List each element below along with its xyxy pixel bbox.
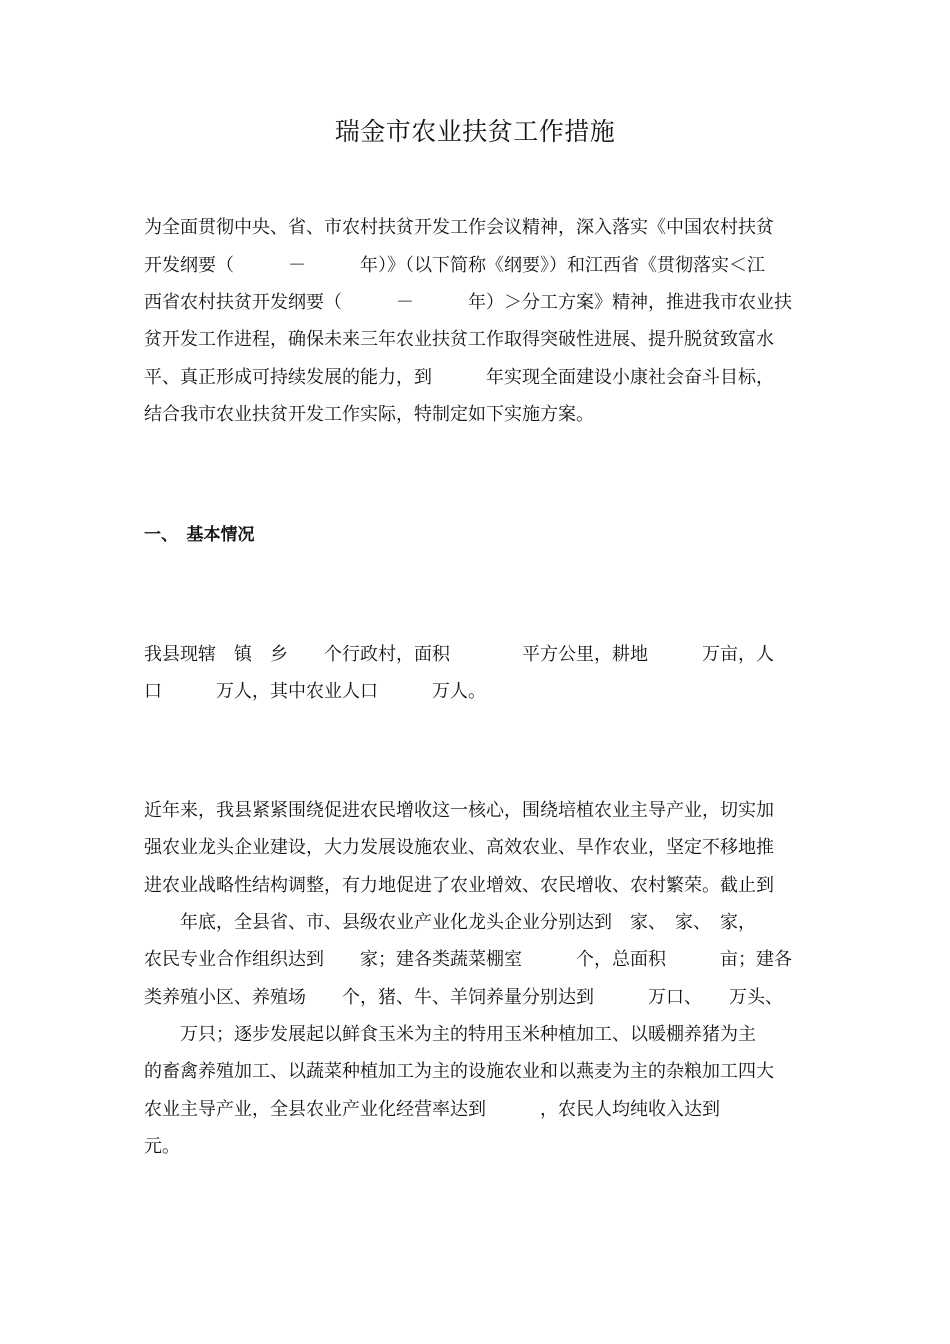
- paragraph-line: 进农业战略性结构调整，有力地促进了农业增效、农民增收、农村繁荣。截止到: [144, 875, 774, 896]
- paragraph-line: 农业主导产业，全县农业产业化经营率达到 ，农民人均纯收入达到: [144, 1099, 720, 1120]
- paragraph-line: 强农业龙头企业建设，大力发展设施农业、高效农业、旱作农业，坚定不移地推: [144, 837, 774, 858]
- paragraph-line: 元。: [144, 1136, 180, 1157]
- paragraph-line: 年底，全县省、市、县级农业产业化龙头企业分别达到 家、 家、 家，: [144, 912, 756, 933]
- paragraph-line: 近年来，我县紧紧围绕促进农民增收这一核心，围绕培植农业主导产业，切实加: [144, 800, 774, 821]
- paragraph-line: 开发纲要（ － 年）》（以下简称《纲要》）和江西省《贯彻落实＜江: [144, 255, 765, 276]
- paragraph-line: 平、真正形成可持续发展的能力，到 年实现全面建设小康社会奋斗目标，: [144, 367, 774, 388]
- paragraph-line: 万只；逐步发展起以鲜食玉米为主的特用玉米种植加工、以暖棚养猪为主: [144, 1024, 756, 1045]
- paragraph-line: 贫开发工作进程，确保未来三年农业扶贫工作取得突破性进展、提升脱贫致富水: [144, 329, 774, 350]
- paragraph-line: 西省农村扶贫开发纲要（ － 年）＞分工方案》精神，推进我市农业扶: [144, 292, 792, 313]
- document-title: 瑞金市农业扶贫工作措施: [334, 117, 616, 146]
- paragraph-line: 为全面贯彻中央、省、市农村扶贫开发工作会议精神，深入落实《中国农村扶贫: [144, 217, 774, 238]
- paragraph-line: 类养殖小区、养殖场 个，猪、牛、羊饲养量分别达到 万口、 万头、: [144, 987, 783, 1008]
- paragraph-line: 的畜禽养殖加工、以蔬菜种植加工为主的设施农业和以燕麦为主的杂粮加工四大: [144, 1061, 774, 1082]
- section-heading-basic: 一、 基本情况: [144, 525, 255, 545]
- paragraph-line: 农民专业合作组织达到 家；建各类蔬菜棚室 个，总面积 亩；建各: [144, 949, 792, 970]
- paragraph-line: 我县现辖 镇 乡 个行政村，面积 平方公里，耕地 万亩，人: [144, 644, 774, 665]
- paragraph-line: 结合我市农业扶贫开发工作实际，特制定如下实施方案。: [144, 404, 594, 425]
- paragraph-line: 口 万人，其中农业人口 万人。: [144, 681, 486, 702]
